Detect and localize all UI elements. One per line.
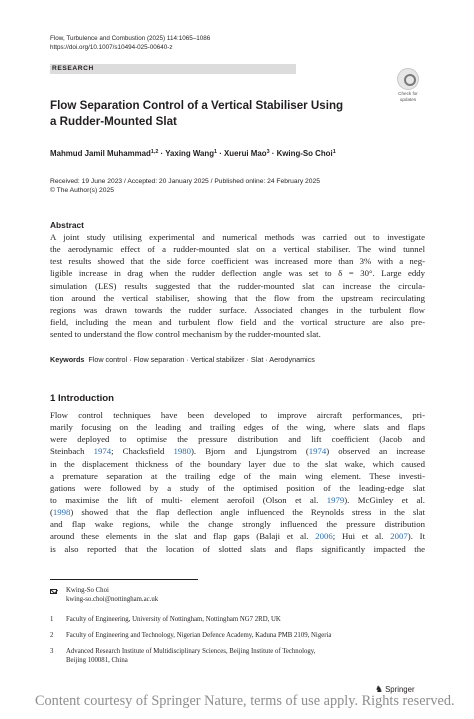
intro-line xyxy=(50,494,425,506)
doi-link[interactable]: https://doi.org/10.1007/s10494-025-00640-z xyxy=(50,44,173,51)
intro-line: were deployed to optimise the pressure distribution and lift coefficient (Jacob and xyxy=(50,434,425,445)
abstract-line: regions was drawn towards the rudder surface. Associated changes in the turbulent flow xyxy=(50,304,425,315)
envelope-icon xyxy=(50,588,57,597)
affiliation-text: Faculty of Engineering and Technology, Nigerian Defence Academy, Kaduna PMB 2109, Nigeria xyxy=(66,632,332,639)
abstract-heading: Abstract xyxy=(50,220,84,230)
affiliation-number: 1 xyxy=(50,616,54,623)
check-updates-text-2: updates xyxy=(399,97,417,102)
intro-text: Steinbach xyxy=(50,446,94,457)
intro-text: ) observed an increase xyxy=(326,446,425,457)
affiliation-text: Beijing 100081, China xyxy=(66,657,128,664)
intro-text: ). Bjorn and Ljungstrom ( xyxy=(191,446,309,457)
author-affiliation-sup: 3 xyxy=(266,149,270,155)
author-separator: · xyxy=(217,149,225,158)
check-updates-icon xyxy=(397,68,419,90)
affiliation-text: Faculty of Engineering, University of Nottingham, Nottingham NG7 2RD, UK xyxy=(66,616,281,623)
intro-text: ). McGinley et al. xyxy=(344,494,425,505)
title-line-2: a Rudder-Mounted Slat xyxy=(50,115,177,128)
intro-text: ) showed that the flap deflection angle influenced the Reynolds stress in the slat xyxy=(70,507,425,518)
author-name[interactable]: Kwing-So Choi xyxy=(276,149,333,158)
abstract-line: simulation (LES) results suggested that the rudder-mounted slat can increase the circula- xyxy=(50,280,425,291)
intro-line xyxy=(50,445,425,457)
springer-horse-icon: ♞ xyxy=(375,684,384,694)
abstract-line: test results showed that the side force coefficient was increased more than 3% with a neg- xyxy=(50,256,425,267)
intro-line xyxy=(50,530,425,542)
abstract-line: the aerodynamic effect of a rudder-mounted slat on a vertical stabiliser. The wind tunnel xyxy=(50,244,425,255)
intro-line: gations were followed by a study of the optimised position of the leading-edge slat xyxy=(50,482,425,493)
check-for-updates-badge[interactable] xyxy=(391,68,425,102)
affiliation-text: Advanced Research Institute of Multidisciplinary Sciences, Beijing Institute of Technology, xyxy=(66,648,316,655)
author-name[interactable]: Xuerui Mao xyxy=(224,149,267,158)
footnote-divider xyxy=(50,579,198,580)
author-affiliation-sup: 1 xyxy=(214,149,218,155)
intro-text: to maximise the lift of multi- element aerofoil (Olson et al. xyxy=(50,494,327,505)
article-type-label: RESEARCH xyxy=(52,65,94,72)
abstract-line: tion around the vertical stabiliser, showing that the flow from the upstream recirculating xyxy=(50,292,425,303)
title-line-1: Flow Separation Control of a Vertical Stabiliser Using xyxy=(50,99,344,112)
keywords-list: Flow control · Flow separation · Vertical stabilizer · Slat · Aerodynamics xyxy=(88,355,315,364)
author-name[interactable]: Yaxing Wang xyxy=(165,149,215,158)
citation-link[interactable]: 2007 xyxy=(390,531,408,542)
abstract-body xyxy=(50,231,425,340)
date-history: Received: 19 June 2023 / Accepted: 20 January 2025 / Published online: 24 February 2025 xyxy=(50,178,320,185)
citation-link[interactable]: 1979 xyxy=(326,494,345,505)
abstract-line: field, including the mean and turbulent flow field and the vortical structure are also pre- xyxy=(50,316,425,327)
abstract-line: A joint study utilising experimental and numerical methods was carried out to investigate xyxy=(50,232,425,242)
section-heading-introduction: 1 Introduction xyxy=(50,393,114,404)
intro-line: and flap wake regions, while the change strongly influenced the pressure distribution xyxy=(50,519,425,530)
intro-text: ). It xyxy=(407,531,426,542)
author-affiliation-sup: 1,2 xyxy=(150,149,159,155)
citation-link[interactable]: 1980 xyxy=(173,446,192,457)
intro-text: ; Chacksfield xyxy=(111,446,174,457)
intro-text: ( xyxy=(50,507,53,518)
citation-link[interactable]: 1998 xyxy=(52,507,71,518)
intro-line xyxy=(50,506,425,518)
paper-title xyxy=(50,98,370,130)
check-updates-text-1: Check for xyxy=(398,91,418,96)
author-list xyxy=(50,147,450,159)
author-separator: · xyxy=(158,149,166,158)
affiliation-number: 3 xyxy=(50,648,54,655)
publication-history xyxy=(50,177,320,195)
citation-link[interactable]: 2006 xyxy=(315,531,333,542)
publisher-name: Springer xyxy=(385,685,415,694)
copyright-notice: © The Author(s) 2025 xyxy=(50,187,114,194)
affiliation-number: 2 xyxy=(50,632,54,639)
citation-link[interactable]: 1974 xyxy=(93,446,112,457)
author-name[interactable]: Mahmud Jamil Muhammad xyxy=(50,149,151,158)
abstract-line: ligible increase in drag when the rudder deflection angle was set to δ = 30°. Large eddy xyxy=(50,268,425,279)
intro-line: is also reported that the location of slotted slats and flaps significantly impacted the xyxy=(50,543,425,554)
keywords-label: Keywords xyxy=(50,355,85,364)
journal-citation: Flow, Turbulence and Combustion (2025) 114:1065–1086 xyxy=(50,35,211,42)
intro-line: marily focusing on the leading and trailing edges of the wing, where slats and flaps xyxy=(50,422,425,433)
intro-line: in the displacement thickness of the boundary layer due to the slat wake, which caused xyxy=(50,458,425,469)
article-type-bar xyxy=(50,64,296,74)
intro-text: around these elements in the slat and flap gaps (Balaji et al. xyxy=(50,531,316,542)
intro-text: ; Hui et al. xyxy=(332,531,391,542)
intro-line: a premature separation at the trailing edge of the main wing element. These investi- xyxy=(50,470,425,481)
corresponding-author-email[interactable]: kwing-so.choi@nottingham.ac.uk xyxy=(66,596,159,603)
citation-link[interactable]: 1974 xyxy=(308,446,327,457)
intro-line: Flow control techniques have been developed to improve aircraft performances, pri- xyxy=(50,410,425,420)
courtesy-notice: Content courtesy of Springer Nature, terms of use apply. Rights reserved. xyxy=(35,693,455,709)
author-affiliation-sup: 1 xyxy=(332,149,336,155)
keywords xyxy=(50,355,315,364)
introduction-body xyxy=(50,409,425,555)
abstract-line: sented to understand the flow control mechanism by the rudder-mounted slat. xyxy=(50,329,321,340)
corresponding-author-name: Kwing-So Choi xyxy=(66,587,109,594)
author-separator: · xyxy=(269,149,277,158)
